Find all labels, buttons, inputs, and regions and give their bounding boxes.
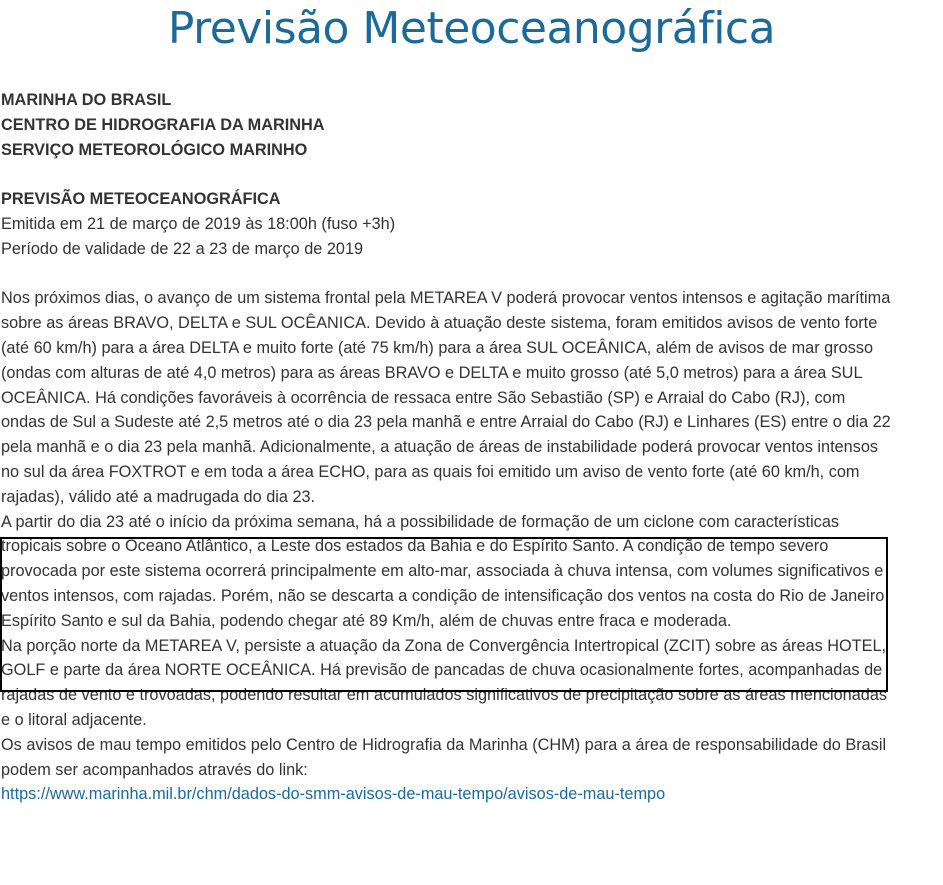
paragraph-cyclone: A partir do dia 23 até o início da próxima semana, há a possibilidade de formação de um ciclone com características tropicais sobre o Oceano Atlântico, a Leste dos estados da Bahia e do Espírito Santo. A condição de tempo severo provocada por este sistema ocorrerá principalmente em alto-mar, associada à chuva intensa, com volumes significativos e ventos intensos, com rajadas. Porém, não se descarta a condição de intensificação dos ventos na costa do Rio de Janeiro, Espírito Santo e sul da Bahia, podendo chegar até 89 Km/h, além de chuvas entre fraca e moderada.	[1, 512, 889, 630]
org-line-weather-service: SERVIÇO METEOROLÓGICO MARINHO	[1, 140, 308, 159]
link-line	[1, 782, 891, 807]
org-line-hydrography-center: CENTRO DE HIDROGRAFIA DA MARINHA	[1, 115, 325, 134]
org-line-navy: MARINHA DO BRASIL	[1, 91, 172, 109]
paragraph-warnings: Os avisos de mau tempo emitidos pelo Centro de Hidrografia da Marinha (CHM) para a área de responsabilidade do Brasil podem ser acompanhados através do link:	[1, 735, 887, 779]
issued-date: Emitida em 21 de março de 2019 às 18:00h (fuso +3h)	[1, 214, 396, 233]
page-title: Previsão Meteoceanográfica	[167, 3, 776, 54]
forecast-heading: PREVISÃO METEOCEANOGRÁFICA	[1, 190, 281, 209]
spacer	[1, 162, 891, 187]
warnings-link[interactable]: https://www.marinha.mil.br/chm/dados-do-smm-avisos-de-mau-tempo/avisos-de-mau-tempo	[1, 785, 666, 804]
forecast-content	[1, 88, 891, 807]
paragraph-frontal-system: Nos próximos dias, o avanço de um sistema frontal pela METAREA V poderá provocar ventos intensos e agitação marítima sobre as áreas BRAVO, DELTA e SUL OCÊANICA. Devido à atuação deste sistema, foram emitidos avisos de vento forte (até 60 km/h) para a área DELTA e muito forte (até 75 km/h) para a área SUL OCEÂNICA, além de avisos de mar grosso (ondas com alturas de até 4,0 metros) para as áreas BRAVO e DELTA e muito grosso (até 5,0 metros) para a área SUL OCEÂNICA. Há condições favoráveis à ocorrência de ressaca entre São Sebastião (SP) e Arraial do Cabo (RJ), com ondas de Sul a Sudeste até 2,5 metros até o dia 23 pela manhã e entre Arraial do Cabo (RJ) e Linhares (ES) entre o dia 22 pela manhã e o dia 23 pela manhã. Adicionalmente, a atuação de áreas de instabilidade poderá provocar ventos intensos no sul da área FOXTROT e em toda a área ECHO, para as quais foi emitido um aviso de vento forte (até 60 km/h, com rajadas), válido até a madrugada do dia 23.	[1, 289, 891, 506]
validity-period: Período de validade de 22 a 23 de março de 2019	[1, 239, 364, 258]
spacer	[1, 262, 891, 287]
paragraph-zcit: Na porção norte da METAREA V, persiste a atuação da Zona de Convergência Intertropical (ZCIT) sobre as áreas HOTEL, GOLF e parte da área NORTE OCEÂNICA. Há previsão de pancadas de chuva ocasionalmente fortes, acompanhadas de rajadas de vento e trovoadas, podendo resultar em acumulados significativos de precipitação sobre as áreas mencionadas e o litoral adjacente.	[1, 636, 888, 729]
